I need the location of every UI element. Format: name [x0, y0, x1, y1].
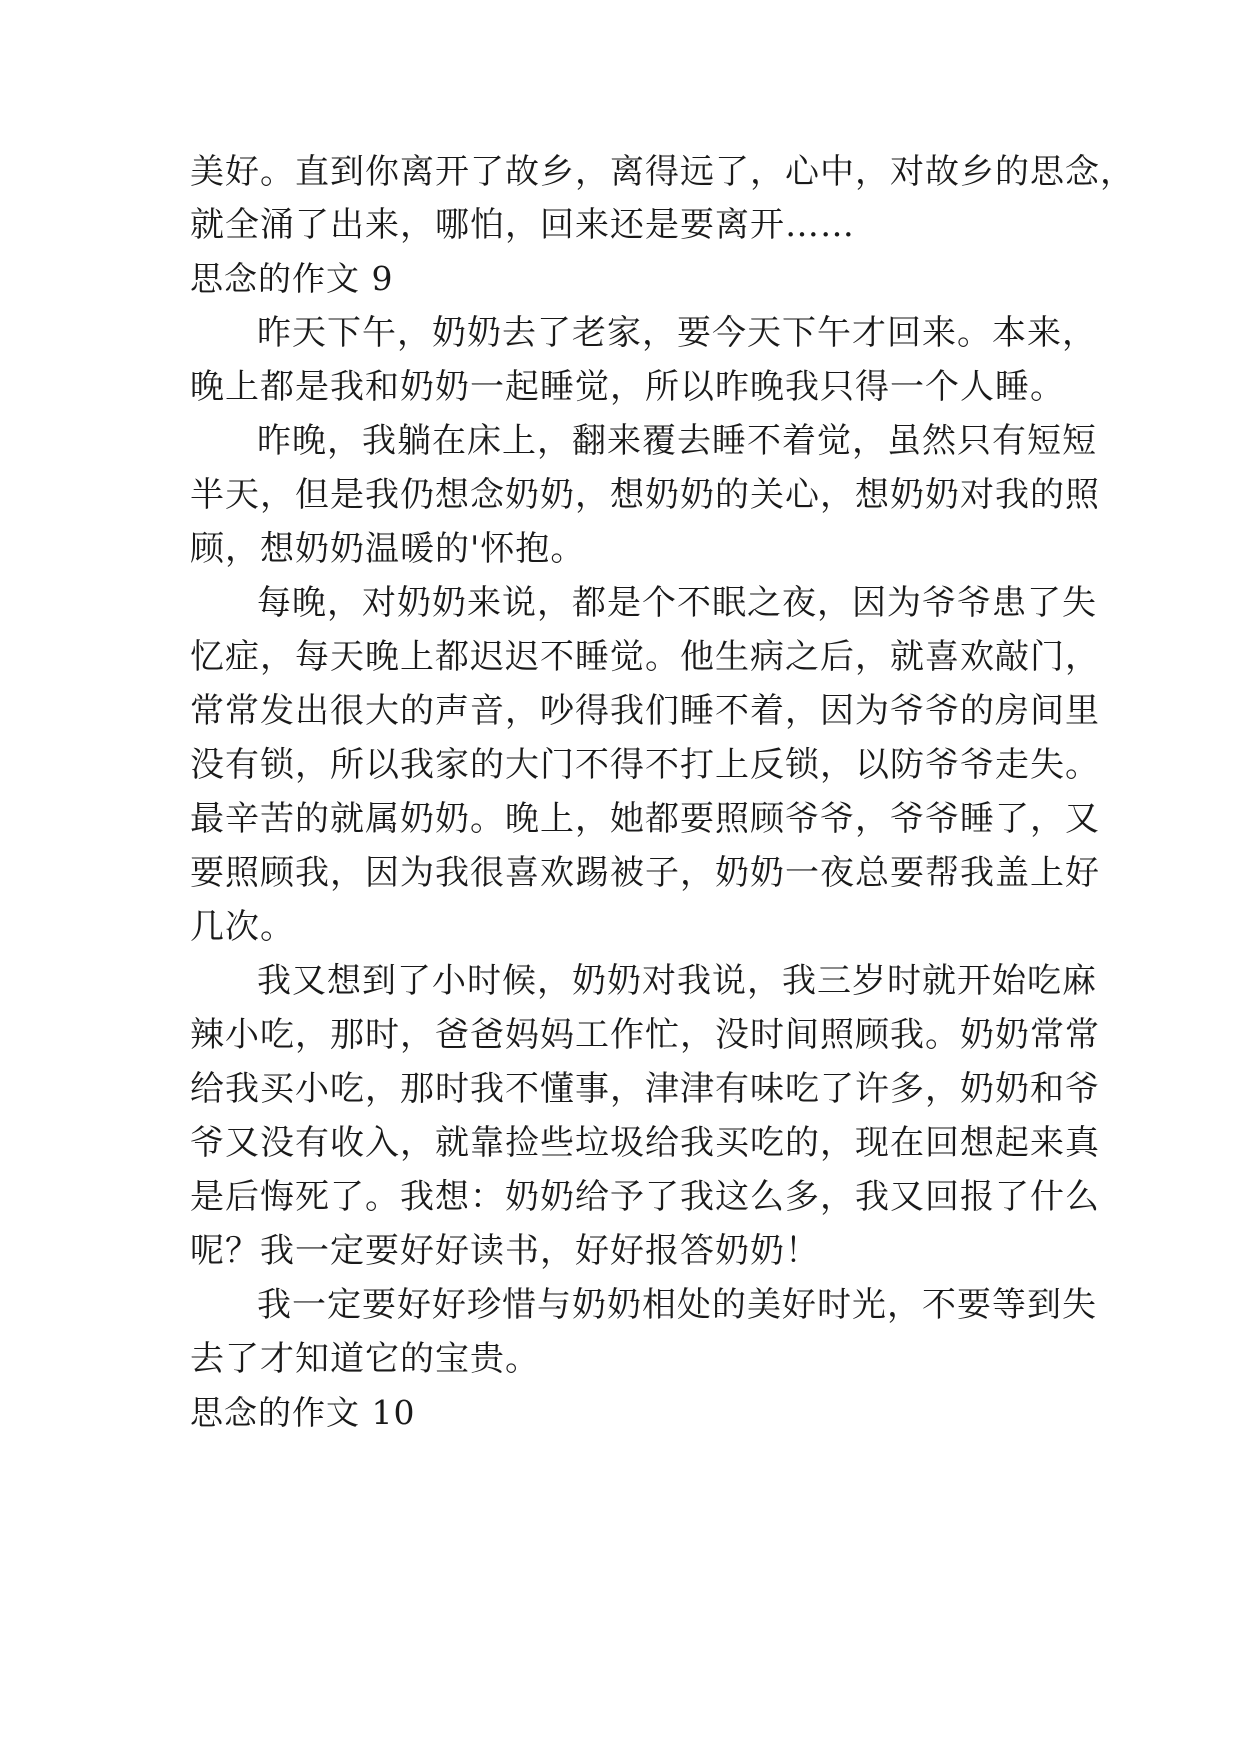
paragraph-line: 没有锁，所以我家的大门不得不打上反锁，以防爷爷走失。 [190, 745, 1100, 785]
paragraph-line: 我又想到了小时候，奶奶对我说，我三岁时就开始吃麻 [257, 961, 1097, 1001]
paragraph-line: 常常发出很大的声音，吵得我们睡不着，因为爷爷的房间里 [190, 691, 1100, 731]
section-heading: 思念的作文 10 [190, 1393, 416, 1432]
paragraph-line: 就全涌了出来，哪怕，回来还是要离开…… [190, 205, 855, 245]
paragraph-line: 昨晚，我躺在床上，翻来覆去睡不着觉，虽然只有短短 [257, 421, 1097, 461]
paragraph-line: 给我买小吃，那时我不懂事，津津有味吃了许多，奶奶和爷 [190, 1069, 1100, 1109]
paragraph-line: 去了才知道它的宝贵。 [190, 1339, 540, 1379]
paragraph-line: 晚上都是我和奶奶一起睡觉，所以昨晚我只得一个人睡。 [190, 367, 1065, 407]
paragraph-line: 是后悔死了。我想：奶奶给予了我这么多，我又回报了什么 [190, 1177, 1100, 1217]
section-heading: 思念的作文 9 [190, 259, 394, 298]
paragraph-line: 呢？我一定要好好读书，好好报答奶奶！ [190, 1231, 820, 1271]
paragraph-line: 忆症，每天晚上都迟迟不睡觉。他生病之后，就喜欢敲门， [190, 637, 1100, 677]
paragraph-line: 最辛苦的就属奶奶。晚上，她都要照顾爷爷，爷爷睡了，又 [190, 799, 1100, 839]
paragraph-line: 美好。直到你离开了故乡，离得远了，心中，对故乡的思念， [190, 152, 1135, 192]
paragraph-line: 半天，但是我仍想念奶奶，想奶奶的关心，想奶奶对我的照 [190, 475, 1100, 515]
paragraph-line: 爷又没有收入，就靠捡些垃圾给我买吃的，现在回想起来真 [190, 1123, 1100, 1163]
paragraph-line: 要照顾我，因为我很喜欢踢被子，奶奶一夜总要帮我盖上好 [190, 853, 1100, 893]
paragraph-line: 几次。 [190, 907, 295, 947]
paragraph-line: 顾，想奶奶温暖的'怀抱。 [190, 529, 586, 569]
paragraph-line: 辣小吃，那时，爸爸妈妈工作忙，没时间照顾我。奶奶常常 [190, 1015, 1100, 1055]
paragraph-line: 昨天下午，奶奶去了老家，要今天下午才回来。本来， [257, 313, 1097, 353]
paragraph-line: 每晚，对奶奶来说，都是个不眠之夜，因为爷爷患了失 [257, 583, 1097, 623]
paragraph-line: 我一定要好好珍惜与奶奶相处的美好时光，不要等到失 [257, 1285, 1097, 1325]
